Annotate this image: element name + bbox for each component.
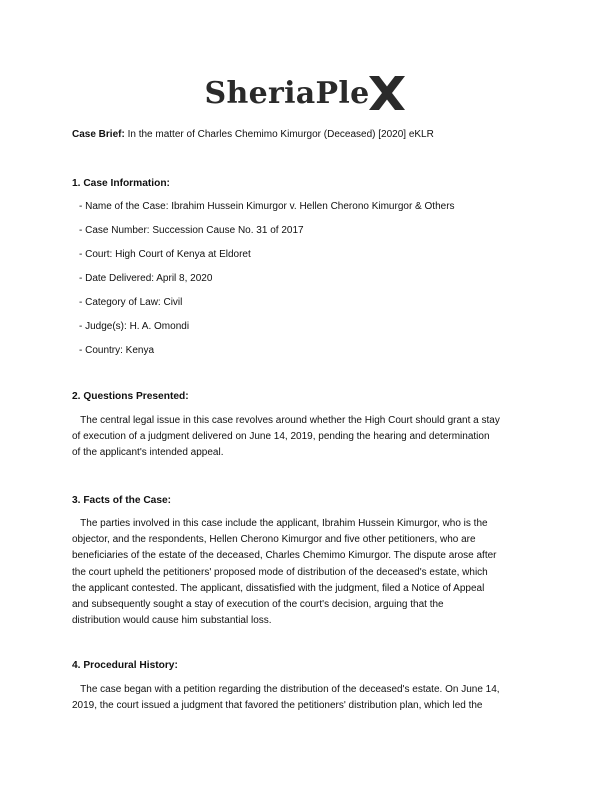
section-heading-case-information: 1. Case Information: [72, 178, 170, 189]
case-brief-title: In the matter of Charles Chemimo Kimurgor (Deceased) [2020] eKLR [124, 129, 434, 140]
case-brief-line [72, 129, 434, 140]
paragraph-line: of execution of a judgment delivered on June 14, 2019, pending the hearing and determination [72, 431, 490, 443]
paragraph-line: The parties involved in this case include the applicant, Ibrahim Hussein Kimurgor, who is the [72, 518, 488, 529]
section-heading-questions-presented: 2. Questions Presented: [72, 391, 189, 402]
section-heading-procedural-history: 4. Procedural History: [72, 660, 178, 671]
paragraph-line: The central legal issue in this case revolves around whether the High Court should grant a stay [72, 415, 500, 426]
paragraph-line: distribution would cause him substantial loss. [72, 615, 272, 627]
paragraph-line: 2019, the court issued a judgment that favored the petitioners' distribution plan, which led the [72, 700, 483, 712]
case-brief-label: Case Brief: [72, 129, 125, 140]
procedural-paragraph [72, 682, 542, 714]
paragraph-line: of the applicant's intended appeal. [72, 447, 224, 459]
case-info-item: - Country: Kenya [79, 345, 155, 356]
case-info-item: - Court: High Court of Kenya at Eldoret [79, 249, 251, 260]
case-info-item: - Case Number: Succession Cause No. 31 of 2017 [79, 225, 304, 236]
paragraph-line: the court upheld the petitioners' proposed mode of distribution of the deceased's estate, which [72, 566, 488, 578]
paragraph-line: the applicant contested. The applicant, dissatisfied with the judgment, filed a Notice of Appeal [72, 582, 485, 594]
paragraph-line: beneficiaries of the estate of the deceased, Charles Chemimo Kimurgor. The dispute arose after [72, 550, 497, 562]
facts-paragraph [72, 516, 542, 629]
x-logo-mark-icon [367, 74, 407, 112]
case-info-item: - Date Delivered: April 8, 2020 [79, 273, 213, 284]
case-info-item: - Name of the Case: Ibrahim Hussein Kimurgor v. Hellen Cherono Kimurgor & Others [79, 201, 455, 212]
paragraph-line: objector, and the respondents, Hellen Cherono Kimurgor and five other petitioners, who are [72, 534, 476, 546]
logo-text: SheriaPle [204, 76, 370, 111]
questions-paragraph [72, 413, 542, 462]
logo [0, 74, 612, 118]
paragraph-line: and subsequently sought a stay of execution of the court's decision, arguing that the [72, 599, 444, 611]
case-info-item: - Category of Law: Civil [79, 297, 183, 308]
case-info-item: - Judge(s): H. A. Omondi [79, 321, 190, 332]
section-heading-facts-of-the-case: 3. Facts of the Case: [72, 495, 172, 506]
paragraph-line: The case began with a petition regarding the distribution of the deceased's estate. On June 14, [72, 684, 500, 695]
